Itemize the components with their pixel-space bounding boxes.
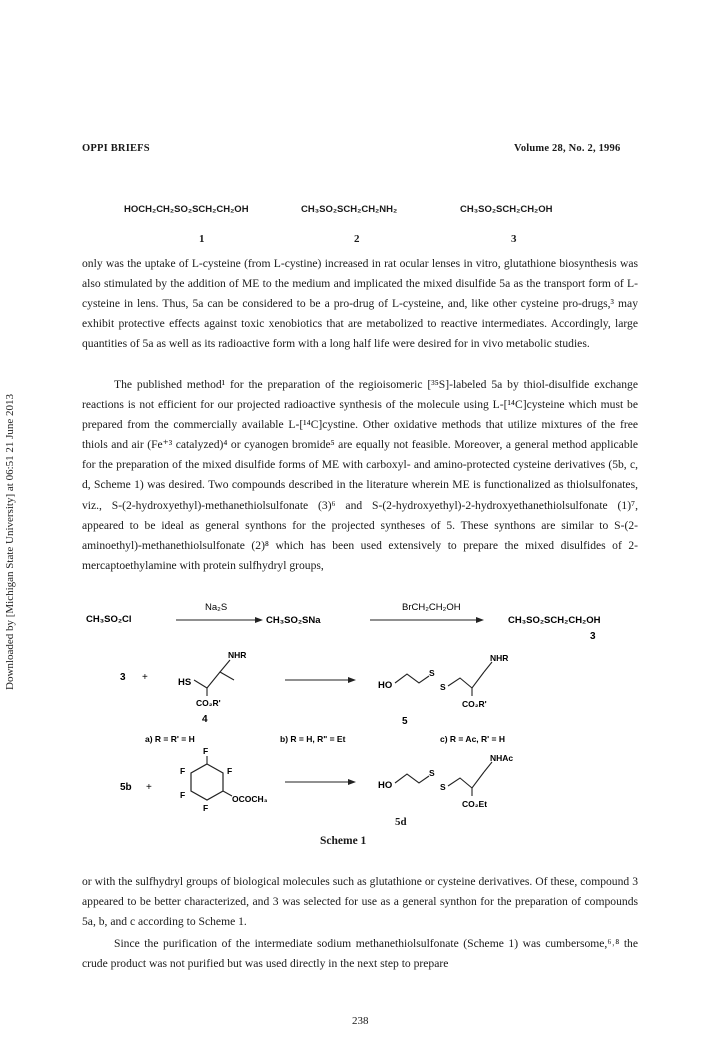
scheme-arrowhead-2 [476, 617, 484, 623]
paragraph-4: Since the purification of the intermediate sodium methanethiolsulfonate (Scheme 1) was cumbersome,⁶˒⁸ the crude product was not purified but was used directly in the next step to prepare [82, 937, 638, 971]
scheme-nhr2-label: NHR [490, 653, 509, 663]
scheme-ho-label: HO [378, 680, 393, 691]
scheme-row3-ho: HO [378, 780, 393, 791]
condition-b: b) R = H, R" = Et [280, 734, 346, 744]
compound-2-formula: CH₃SO₂SCH₂CH₂NH₂ [301, 204, 398, 215]
scheme-start-reagent: CH₃SO₂Cl [86, 614, 132, 625]
disulfide-chain [395, 674, 429, 683]
page-number: 238 [352, 1015, 369, 1027]
volume-info: Volume 28, No. 2, 1996 [514, 143, 621, 154]
scheme-co2r-label: CO₂R' [196, 698, 221, 708]
fluorine-left: F [180, 766, 186, 776]
paragraph-3: or with the sulfhydryl groups of biological molecules such as glutathione or cysteine derivatives. Of these, compound 3 appeared to be better characterized, and 3 was selected for use as a general synthon for the preparation of compounds 5a, b, and c according to Scheme 1. [82, 875, 638, 929]
scheme-s1-label: S [429, 668, 435, 678]
compound-3-number: 3 [511, 233, 517, 245]
scheme-row3-s1: S [429, 768, 435, 778]
scheme-s2-label: S [440, 682, 446, 692]
compound-1-formula: HOCH₂CH₂SO₂SCH₂CH₂OH [124, 204, 249, 215]
condition-c: c) R = Ac, R' = H [440, 734, 506, 744]
scheme-co2r2-label: CO₂R' [462, 699, 487, 709]
download-watermark: Downloaded by [Michigan State University] at 06:51 21 June 2013 [4, 393, 16, 690]
paragraph-2: The published method¹ for the preparation of the regioisomeric [³⁵S]-labeled 5a by thiol-disulfide exchange reactions is not efficient for our projected radioactive synthesis of the molecule using L-[¹⁴C]cysteine which must be prepared from the commercially available L-[¹⁴C]cystine. Other oxidative methods that utilize mixtures of the free thiols and air (Fe⁺³ catalyzed)⁴ or cyanogen bromide⁵ are equally not feasible. Moreover, a general method applicable for the preparation of the mixed disulfide forms of ME with carboxyl- and amino-protected cysteine derivatives (5b, c, d, Scheme 1) was desired. Two compounds described in the literature wherein ME is functionalized as thiolsulfonates, viz., S-(2-hydroxyethyl)-methanethiolsulfonate (3)⁶ and S-(2-hydroxyethyl)-2-hydroxyethanethiolsulfonate (1)⁷, appeared to be ideal as general synthons for the projected syntheses of 5. These synthons are similar to S-(2-aminoethyl)-methanethiolsulfonate (2)⁸ which has been used extensively to prepare the mixed disulfides of 2-mercaptoethylamine with protein sulfhydryl groups, [82, 378, 638, 572]
compound-3-formula: CH₃SO₂SCH₂CH₂OH [460, 204, 553, 215]
cysteine-backbone [194, 672, 234, 688]
scheme-row3-plus: + [146, 782, 152, 793]
paragraph-1: only was the uptake of L-cysteine (from L-cystine) increased in rat ocular lenses in vitro, glutathione biosynthesis was also stimulated by the addition of ME to the medium and implicated the mixed disulfide 5a as the transport form of L-cysteine in lens. Thus, 5a can be considered to be a pro-drug of L-cysteine, and, like other cysteine pro-drugs,³ may exhibit protective effects against toxic xenobiotics that are metabolized to reactive intermediates. Accordingly, large quantities of 5a as well as its radioactive form with a long half life were desired for in vivo metabolic studies. [82, 257, 638, 351]
scheme-nhr-label: NHR [228, 650, 247, 660]
scheme-row2-plus: + [142, 672, 148, 683]
condition-a: a) R = R' = H [145, 734, 195, 744]
scheme-hs-label: HS [178, 677, 192, 688]
scheme-reagent-bromoethanol: BrCH₂CH₂OH [402, 602, 461, 613]
fluorine-bottom: F [203, 803, 209, 812]
scheme-1-diagram [80, 592, 640, 812]
acetate-ester-label: OCOCH₃ [232, 794, 268, 804]
fluorine-top: F [203, 746, 209, 756]
compound-2-number: 2 [354, 233, 360, 245]
scheme-row3-s2: S [440, 782, 446, 792]
scheme-product-3: CH₃SO₂SCH₂CH₂OH [508, 615, 601, 626]
fluorine-right: F [227, 766, 233, 776]
scheme-row3-reactant: 5b [120, 782, 132, 793]
scheme-compound-5d-number: 5d [395, 816, 407, 828]
scheme-arrowhead-1 [255, 617, 263, 623]
fluorine-bottom-left: F [180, 790, 186, 800]
compound-1-number: 1 [199, 233, 205, 245]
running-header: OPPI BRIEFS [82, 143, 150, 154]
scheme-compound-4-number: 4 [202, 714, 208, 725]
scheme-product-3-number: 3 [590, 631, 596, 642]
scheme-row2-reactant-3: 3 [120, 672, 126, 683]
pentafluorophenyl-ring [191, 764, 223, 800]
scheme-co2et-label: CO₂Et [462, 799, 488, 809]
scheme-nhac-label: NHAc [490, 753, 514, 763]
scheme-intermediate: CH₃SO₂SNa [266, 615, 321, 626]
scheme-compound-5-number: 5 [402, 716, 408, 727]
scheme-reagent-na2s: Na₂S [205, 602, 228, 613]
scheme-caption: Scheme 1 [320, 835, 367, 847]
